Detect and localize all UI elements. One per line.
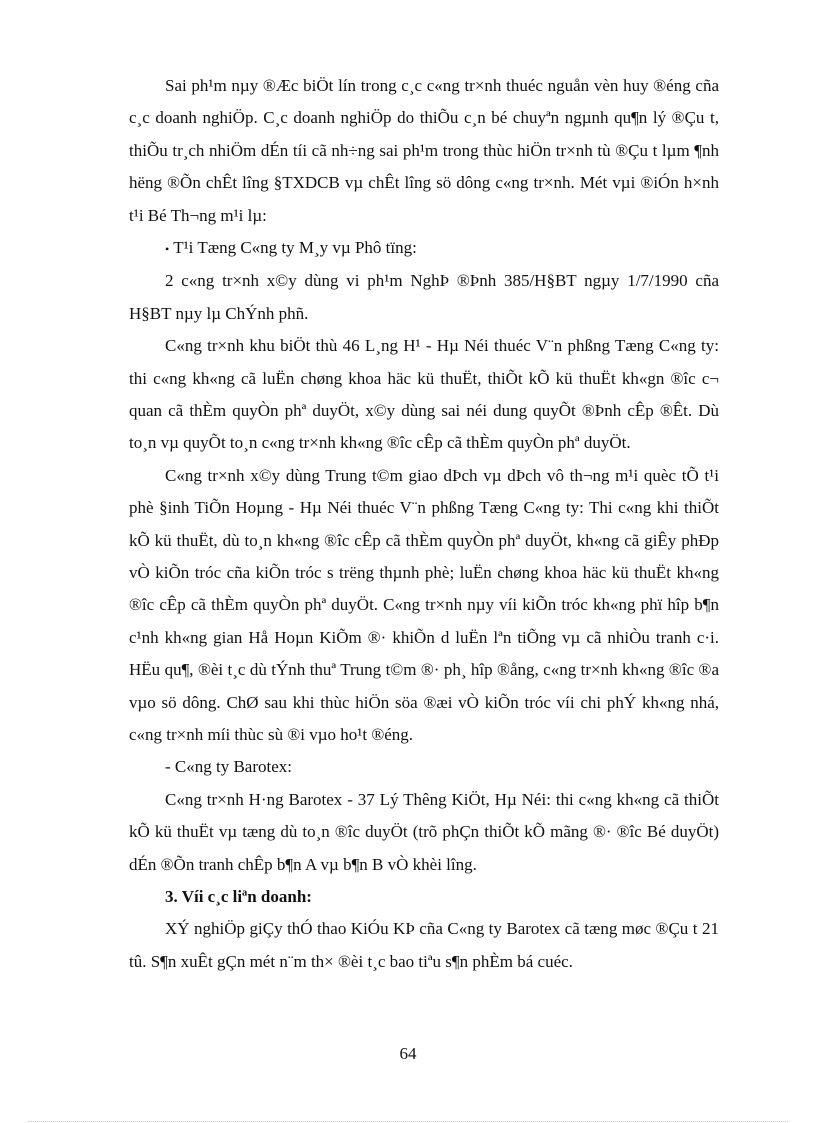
paragraph-6: XÝ nghiÖp giÇy thÓ thao KiÓu KÞ cña C«ng ty Barotex cã tæng møc ®Çu t 21 tû. S¶n xuÊt gÇn mét n¨m th× ®èi t¸c bao tiªu s¶n phÈm bá cuéc. [129, 919, 719, 971]
paragraph-1: Sai ph¹m nµy ®Æc biÖt lín trong c¸c c«ng tr×nh thuéc nguån vèn huy ®éng cña c¸c doanh nghiÖp. C¸c doanh nghiÖp do thiÕu c¸n bé chuyªn ngµnh qu¶n lý ®Çu t, thiÕu tr¸ch nhiÖm dÉn tíi cã nh÷ng sai ph¹m trong thùc hiÖn tr×nh tù ®Çu t lµm ¶nh hëng ®Õn chÊt lîng §TXDCB vµ chÊt lîng sö dông c«ng tr×nh. Mét vµi ®iÓn h×nh t¹i Bé Th¬ng m¹i lµ: [129, 76, 719, 225]
body-text [129, 70, 719, 978]
page-number: 64 [399, 1044, 417, 1063]
section-heading: 3. Víi c¸c liªn doanh: [165, 887, 312, 907]
paragraph-5: C«ng tr×nh H·ng Barotex - 37 Lý Thêng KiÖt, Hµ Néi: thi c«ng kh«ng cã thiÕt kÕ kü thuËt vµ tæng dù to¸n ®îc duyÖt (trõ phÇn thiÕt kÕ mãng ®· ®îc Bé duyÖt) dÉn ®Õn tranh chÊp b¶n A vµ b¶n B vÒ khèi lîng. [129, 789, 719, 874]
bullet-item-label: T¹i Tæng C«ng ty M¸y vµ Phô tïng: [173, 238, 417, 258]
company-label-barotex: - C«ng ty Barotex: [165, 757, 293, 777]
bullet-item-tong-cong-ty [129, 232, 719, 265]
bottom-divider [28, 1121, 788, 1122]
paragraph-3: C«ng tr×nh khu biÖt thù 46 L¸ng H¹ - Hµ Néi thuéc V¨n phßng Tæng C«ng ty: thi c«ng kh«ng cã luËn chøng khoa häc kü thuËt, thiÕt kÕ kü thuËt kh«gn ®îc c¬ quan cã thÈm quyÒn phª duyÖt, x©y dùng sai néi dung quyÕt ®Þnh cÊp ®Êt. Dù to¸n vµ quyÕt to¸n c«ng tr×nh kh«ng ®îc cÊp cã thÈm quyÒn phª duyÖt. [129, 336, 719, 453]
paragraph-4: C«ng tr×nh x©y dùng Trung t©m giao dÞch vµ dÞch vô th¬ng m¹i quèc tÕ t¹i phè §inh TiÕn Hoµng - Hµ Néi thuéc V¨n phßng Tæng C«ng ty: Thi c«ng khi thiÕt kÕ kü thuËt, dù to¸n kh«ng ®îc cÊp cã thÈm quyÒn phª duyÖt, kh«ng cã giÊy phÐp vÒ kiÕn tróc cña kiÕn tróc s trëng thµnh phè; luËn chøng khoa häc kü thuËt kh«ng ®îc cÊp cã thÈm quyÒn phª duyÖt. C«ng tr×nh nµy víi kiÕn tróc kh«ng phï hîp b¶n c¹nh kh«ng gian Hå Hoµn KiÕm ®· khiÕn d luËn lªn tiÕng vµ cã nhiÒu tranh c·i. HËu qu¶, ®èi t¸c dù tÝnh thuª Trung t©m ®· ph¸ hîp ®ång, c«ng tr×nh kh«ng ®îc ®a vµo sö dông. ChØ sau khi thùc hiÖn söa ®æi vÒ kiÕn tróc víi chi phÝ kh«ng nhá, c«ng tr×nh míi thùc sù ®i vµo ho¹t ®éng. [129, 465, 719, 745]
paragraph-2: 2 c«ng tr×nh x©y dùng vi ph¹m NghÞ ®Þnh 385/H§BT ngµy 1/7/1990 cña H§BT nµy lµ ChÝnh phñ. [129, 271, 719, 323]
bullet-icon: • [165, 241, 170, 256]
